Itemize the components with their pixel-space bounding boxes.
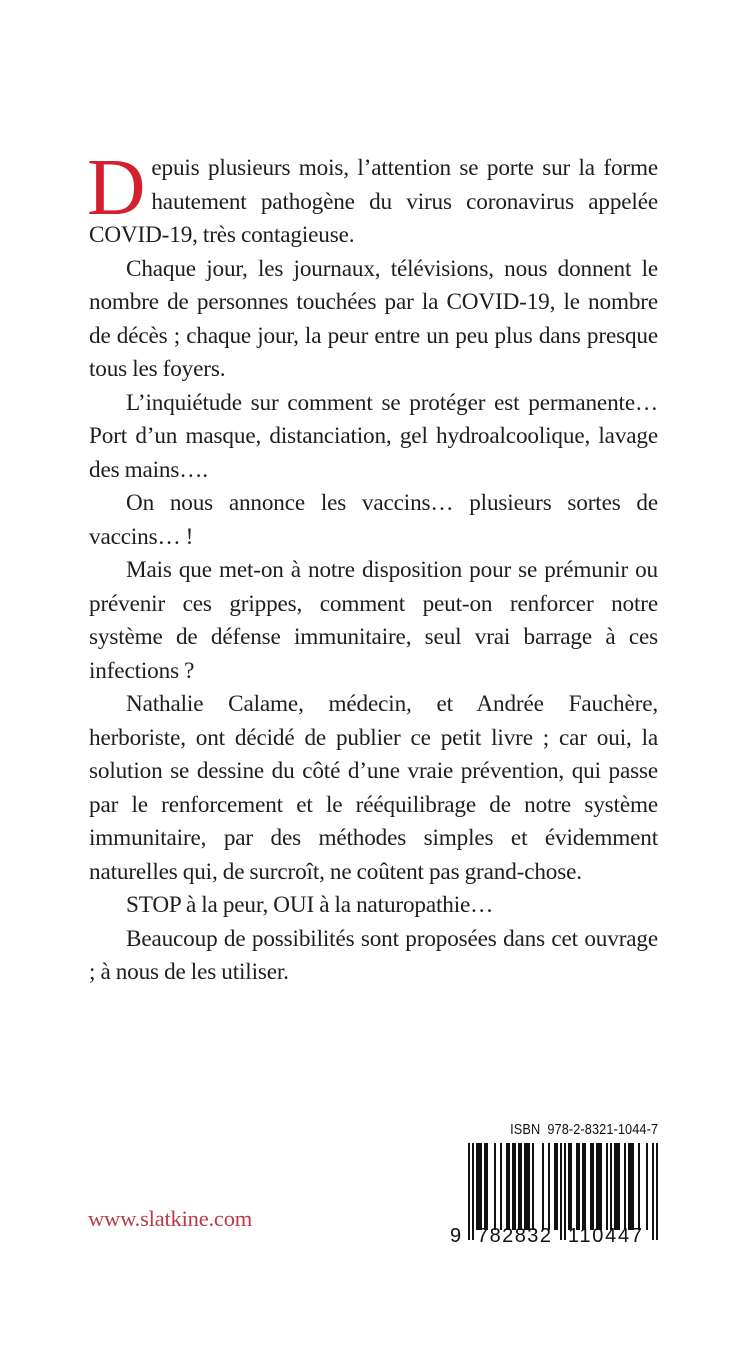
barcode-bar — [624, 1143, 626, 1230]
barcode-bar — [556, 1143, 558, 1230]
blurb-paragraph-1 — [87, 142, 658, 253]
barcode-bar — [506, 1143, 508, 1230]
barcode-bar — [494, 1143, 496, 1230]
barcode-bar — [568, 1143, 570, 1230]
barcode-bar — [592, 1143, 594, 1230]
barcode-bar — [486, 1143, 488, 1230]
barcode-bar — [532, 1143, 534, 1230]
barcode-bar — [564, 1143, 566, 1240]
barcode-icon — [444, 1118, 664, 1250]
publisher-url-link[interactable]: www.slatkine.com — [88, 1206, 253, 1231]
barcode-bar — [480, 1143, 482, 1230]
barcode-bar — [646, 1143, 648, 1230]
drop-cap: D — [87, 142, 146, 232]
barcode-bar — [528, 1143, 530, 1230]
blurb-paragraph-3: L’inquiétude sur comment se protéger est permanente… Port d’un masque, distanciation, gel hydroalcoolique, lavage des mains…. — [89, 389, 658, 483]
barcode-bar — [630, 1143, 632, 1230]
barcode-right-digits: 110447 — [568, 1225, 642, 1247]
barcode-bar — [628, 1143, 630, 1230]
barcode-bar — [656, 1143, 658, 1240]
barcode-bar — [478, 1143, 480, 1230]
barcode-bar — [512, 1143, 514, 1230]
barcode-lead-digit: 9 — [450, 1225, 462, 1247]
blurb-paragraph-2: Chaque jour, les journaux, télévisions, nous donnent le nombre de personnes touchées par la COVID-19, le nombre de décès ; chaque jour, la peur entre un peu plus dans presque tous les foyers. — [89, 255, 658, 382]
barcode-bar — [596, 1143, 598, 1230]
barcode-bar — [560, 1143, 562, 1240]
barcode-bar — [618, 1143, 620, 1230]
barcode-bar — [570, 1143, 572, 1230]
barcode-bar — [610, 1143, 612, 1230]
barcode-bar — [468, 1143, 470, 1240]
blurb-paragraph-6: Nathalie Calame, médecin, et Andrée Fauchère, herboriste, ont décidé de publier ce petit livre ; car oui, la solution se dessine du côté d’une vraie prévention, qui passe par le renforcement et le rééquilibrage de notre système immunitaire, par des méthodes simples et évidemment naturelles qui, de surcroît, ne coûtent pas grand-chose. — [89, 691, 658, 885]
blurb-text — [87, 142, 658, 990]
barcode-bar — [500, 1143, 502, 1230]
barcode-bar — [584, 1143, 586, 1230]
barcode-bar — [576, 1143, 578, 1230]
blurb-paragraph-1-text: epuis plusieurs mois, l’attention se porte sur la forme hautement pathogène du virus coronavirus appelée COVID-19, très contagieuse. — [89, 155, 658, 248]
barcode-bar — [632, 1143, 634, 1230]
blurb-paragraph-8: Beaucoup de possibilités sont proposées dans cet ouvrage ; à nous de les utiliser. — [89, 925, 658, 985]
barcode-bar — [514, 1143, 516, 1230]
blurb-paragraph-5: Mais que met-on à notre disposition pour se prémunir ou prévenir ces grippes, comment peut-on renforcer notre système de défense immunitaire, seul vrai barrage à ces infections ? — [89, 557, 658, 684]
barcode-bar — [614, 1143, 616, 1230]
barcode-bar — [472, 1143, 474, 1240]
isbn-number: 978-2-8321-1044-7 — [547, 1122, 658, 1138]
barcode-bar — [548, 1143, 550, 1230]
barcode-bar — [526, 1143, 528, 1230]
isbn-prefix: ISBN — [510, 1122, 541, 1138]
barcode-bar — [508, 1143, 510, 1230]
barcode-bar — [518, 1143, 520, 1230]
barcode-bar — [598, 1143, 600, 1230]
barcode-bar — [476, 1143, 478, 1230]
barcode-bar — [600, 1143, 602, 1230]
barcode-bar — [582, 1143, 584, 1230]
barcode-left-digits: 782832 — [477, 1225, 551, 1247]
barcode-bar — [638, 1143, 640, 1230]
isbn-barcode-block — [444, 1118, 664, 1250]
barcode-bar — [578, 1143, 580, 1230]
barcode-bar — [652, 1143, 654, 1240]
blurb-paragraph-7: STOP à la peur, OUI à la naturopathie… — [126, 892, 494, 918]
barcode-bar — [554, 1143, 556, 1230]
barcode-bar — [542, 1143, 544, 1230]
barcode-bar — [484, 1143, 486, 1230]
barcode-bar — [520, 1143, 522, 1230]
barcode-bar — [590, 1143, 592, 1230]
barcode-bar — [524, 1143, 526, 1230]
barcode-bar — [616, 1143, 618, 1230]
barcode-bar — [606, 1143, 608, 1230]
blurb-paragraph-4: On nous annonce les vaccins… plusieurs sortes de vaccins… ! — [89, 490, 658, 550]
